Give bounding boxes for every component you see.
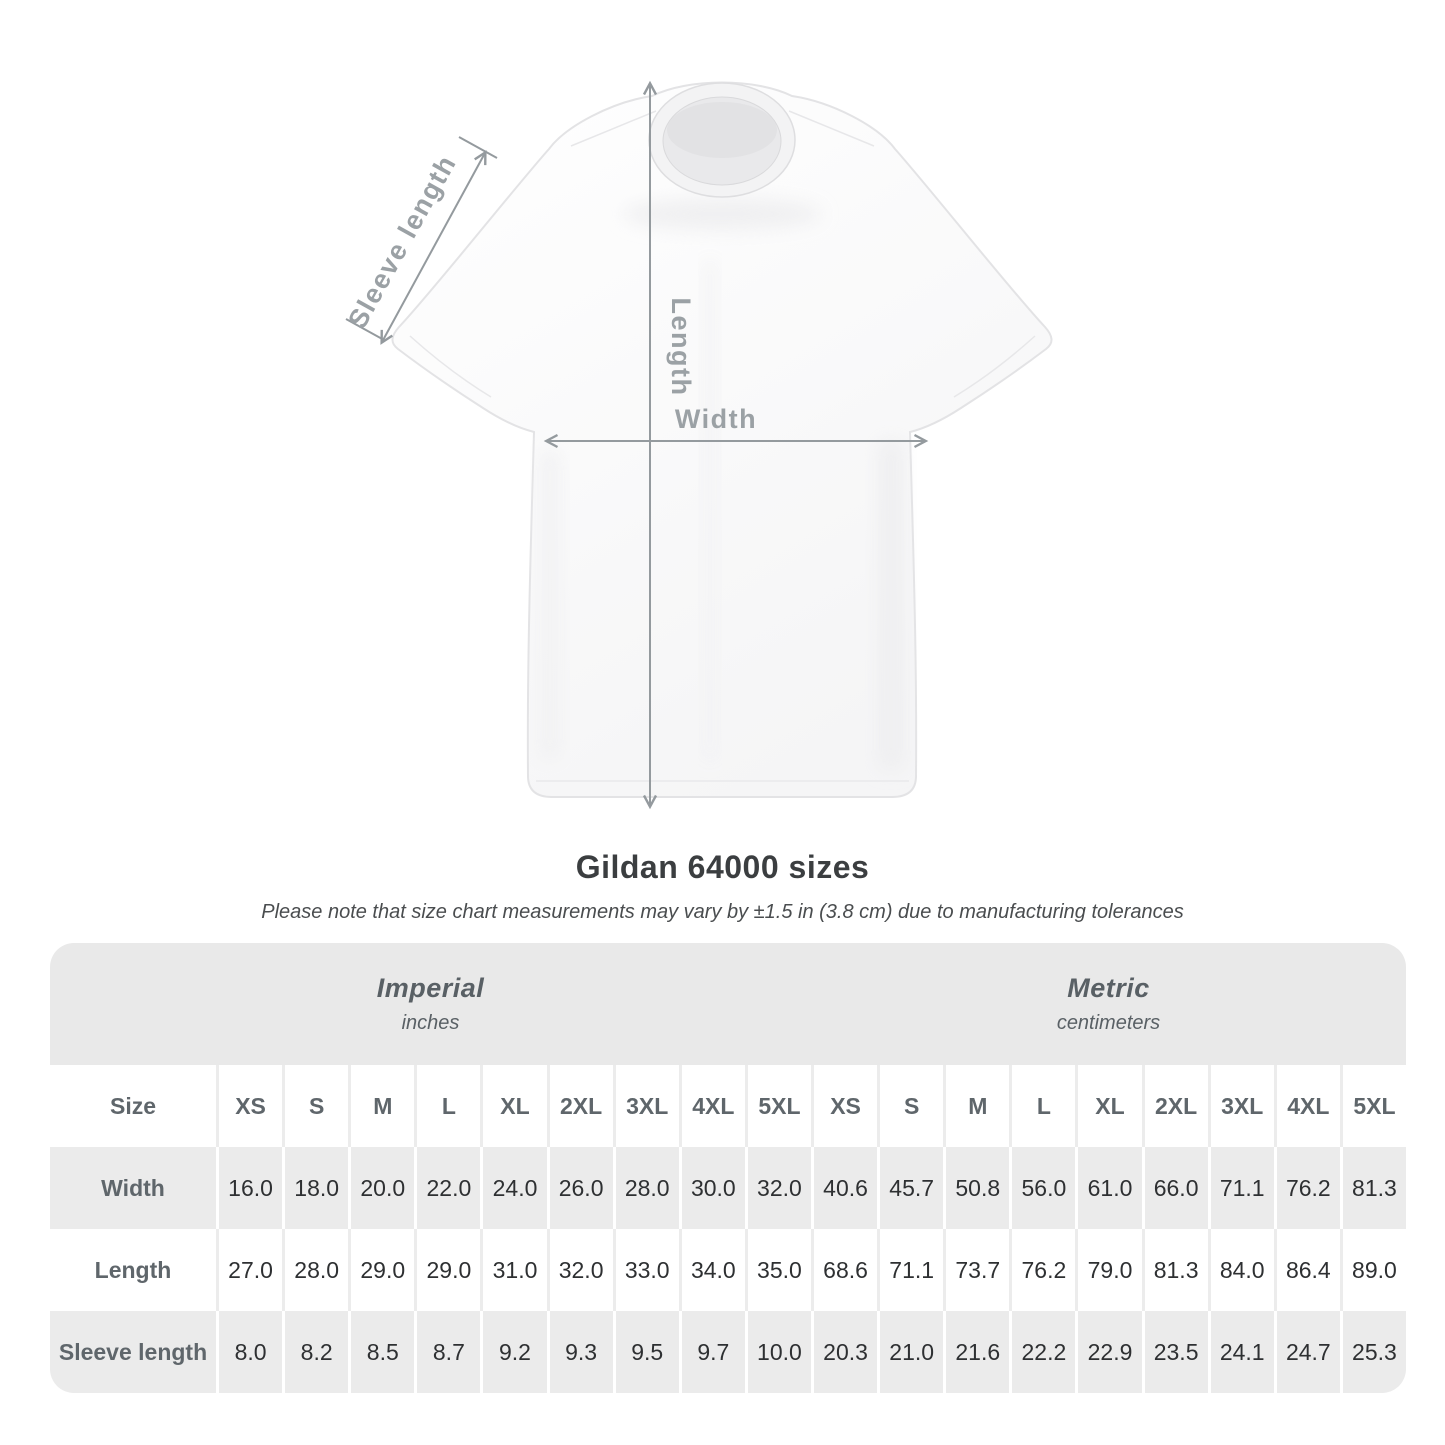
- table-cell: 24.0: [480, 1147, 546, 1229]
- row-label-length: Length: [50, 1229, 216, 1311]
- table-cell: 8.5: [348, 1311, 414, 1393]
- size-col-header: L: [414, 1065, 480, 1147]
- size-col-header: 2XL: [547, 1065, 613, 1147]
- table-cell: 22.9: [1075, 1311, 1141, 1393]
- size-col-header: XL: [1075, 1065, 1141, 1147]
- size-col-header: L: [1009, 1065, 1075, 1147]
- table-cell: 9.3: [547, 1311, 613, 1393]
- page-title: Gildan 64000 sizes: [575, 849, 870, 885]
- imperial-band: [50, 943, 811, 1065]
- size-col-header: M: [348, 1065, 414, 1147]
- size-col-header: 4XL: [679, 1065, 745, 1147]
- table-cell: 27.0: [216, 1229, 282, 1311]
- table-cell: 32.0: [745, 1147, 811, 1229]
- size-col-header: 4XL: [1274, 1065, 1340, 1147]
- table-cell: 61.0: [1075, 1147, 1141, 1229]
- size-col-header: XS: [216, 1065, 282, 1147]
- size-header: Size: [50, 1065, 216, 1147]
- table-cell: 21.0: [877, 1311, 943, 1393]
- metric-unit: centimeters: [1056, 1012, 1161, 1034]
- page-subtitle: Please note that size chart measurements may vary by ±1.5 in (3.8 cm) due to manufacturing tolerances: [261, 901, 1184, 923]
- metric-title: Metric: [1067, 973, 1150, 1003]
- size-col-header: S: [877, 1065, 943, 1147]
- table-cell: 68.6: [811, 1229, 877, 1311]
- width-label: Width: [674, 404, 758, 434]
- size-col-header: M: [943, 1065, 1009, 1147]
- table-cell: 20.0: [348, 1147, 414, 1229]
- sleeve-arrow-top-tick: [459, 137, 497, 158]
- row-label-sleeve: Sleeve length: [50, 1311, 216, 1393]
- sleeve-length-label: Sleeve length: [342, 149, 463, 334]
- table-cell: 29.0: [348, 1229, 414, 1311]
- table-cell: 21.6: [943, 1311, 1009, 1393]
- row-label-width: Width: [50, 1147, 216, 1229]
- size-col-header: 5XL: [745, 1065, 811, 1147]
- table-cell: 86.4: [1274, 1229, 1340, 1311]
- size-col-header: 3XL: [613, 1065, 679, 1147]
- table-cell: 89.0: [1340, 1229, 1406, 1311]
- imperial-title: Imperial: [376, 973, 485, 1003]
- table-cell: 76.2: [1009, 1229, 1075, 1311]
- table-cell: 31.0: [480, 1229, 546, 1311]
- table-cell: 30.0: [679, 1147, 745, 1229]
- table-cell: 28.0: [282, 1229, 348, 1311]
- table-cell: 40.6: [811, 1147, 877, 1229]
- table-cell: 29.0: [414, 1229, 480, 1311]
- size-col-header: 5XL: [1340, 1065, 1406, 1147]
- table-cell: 84.0: [1208, 1229, 1274, 1311]
- table-cell: 81.3: [1142, 1229, 1208, 1311]
- table-cell: 66.0: [1142, 1147, 1208, 1229]
- table-cell: 33.0: [613, 1229, 679, 1311]
- size-col-header: 2XL: [1142, 1065, 1208, 1147]
- size-col-header: XL: [480, 1065, 546, 1147]
- table-cell: 45.7: [877, 1147, 943, 1229]
- size-col-header: 3XL: [1208, 1065, 1274, 1147]
- table-cell: 28.0: [613, 1147, 679, 1229]
- table-cell: 26.0: [547, 1147, 613, 1229]
- table-cell: 9.5: [613, 1311, 679, 1393]
- table-cell: 56.0: [1009, 1147, 1075, 1229]
- table-cell: 79.0: [1075, 1229, 1141, 1311]
- table-cell: 22.0: [414, 1147, 480, 1229]
- imperial-unit: inches: [401, 1012, 460, 1034]
- table-cell: 9.7: [679, 1311, 745, 1393]
- table-cell: 50.8: [943, 1147, 1009, 1229]
- table-cell: 32.0: [547, 1229, 613, 1311]
- length-label: Length: [666, 297, 696, 397]
- table-cell: 8.7: [414, 1311, 480, 1393]
- tshirt-image: [392, 83, 1051, 798]
- table-cell: 10.0: [745, 1311, 811, 1393]
- table-cell: 76.2: [1274, 1147, 1340, 1229]
- table-cell: 20.3: [811, 1311, 877, 1393]
- table-cell: 71.1: [1208, 1147, 1274, 1229]
- table-cell: 71.1: [877, 1229, 943, 1311]
- table-cell: 8.0: [216, 1311, 282, 1393]
- table-cell: 35.0: [745, 1229, 811, 1311]
- table-cell: 81.3: [1340, 1147, 1406, 1229]
- size-col-header: XS: [811, 1065, 877, 1147]
- table-cell: 23.5: [1142, 1311, 1208, 1393]
- table-cell: 24.1: [1208, 1311, 1274, 1393]
- table-cell: 16.0: [216, 1147, 282, 1229]
- table-cell: 8.2: [282, 1311, 348, 1393]
- table-cell: 25.3: [1340, 1311, 1406, 1393]
- table-cell: 73.7: [943, 1229, 1009, 1311]
- size-table: [50, 943, 1406, 1393]
- table-cell: 24.7: [1274, 1311, 1340, 1393]
- table-cell: 18.0: [282, 1147, 348, 1229]
- size-col-header: S: [282, 1065, 348, 1147]
- metric-band: [811, 943, 1406, 1065]
- table-cell: 22.2: [1009, 1311, 1075, 1393]
- table-cell: 34.0: [679, 1229, 745, 1311]
- table-cell: 9.2: [480, 1311, 546, 1393]
